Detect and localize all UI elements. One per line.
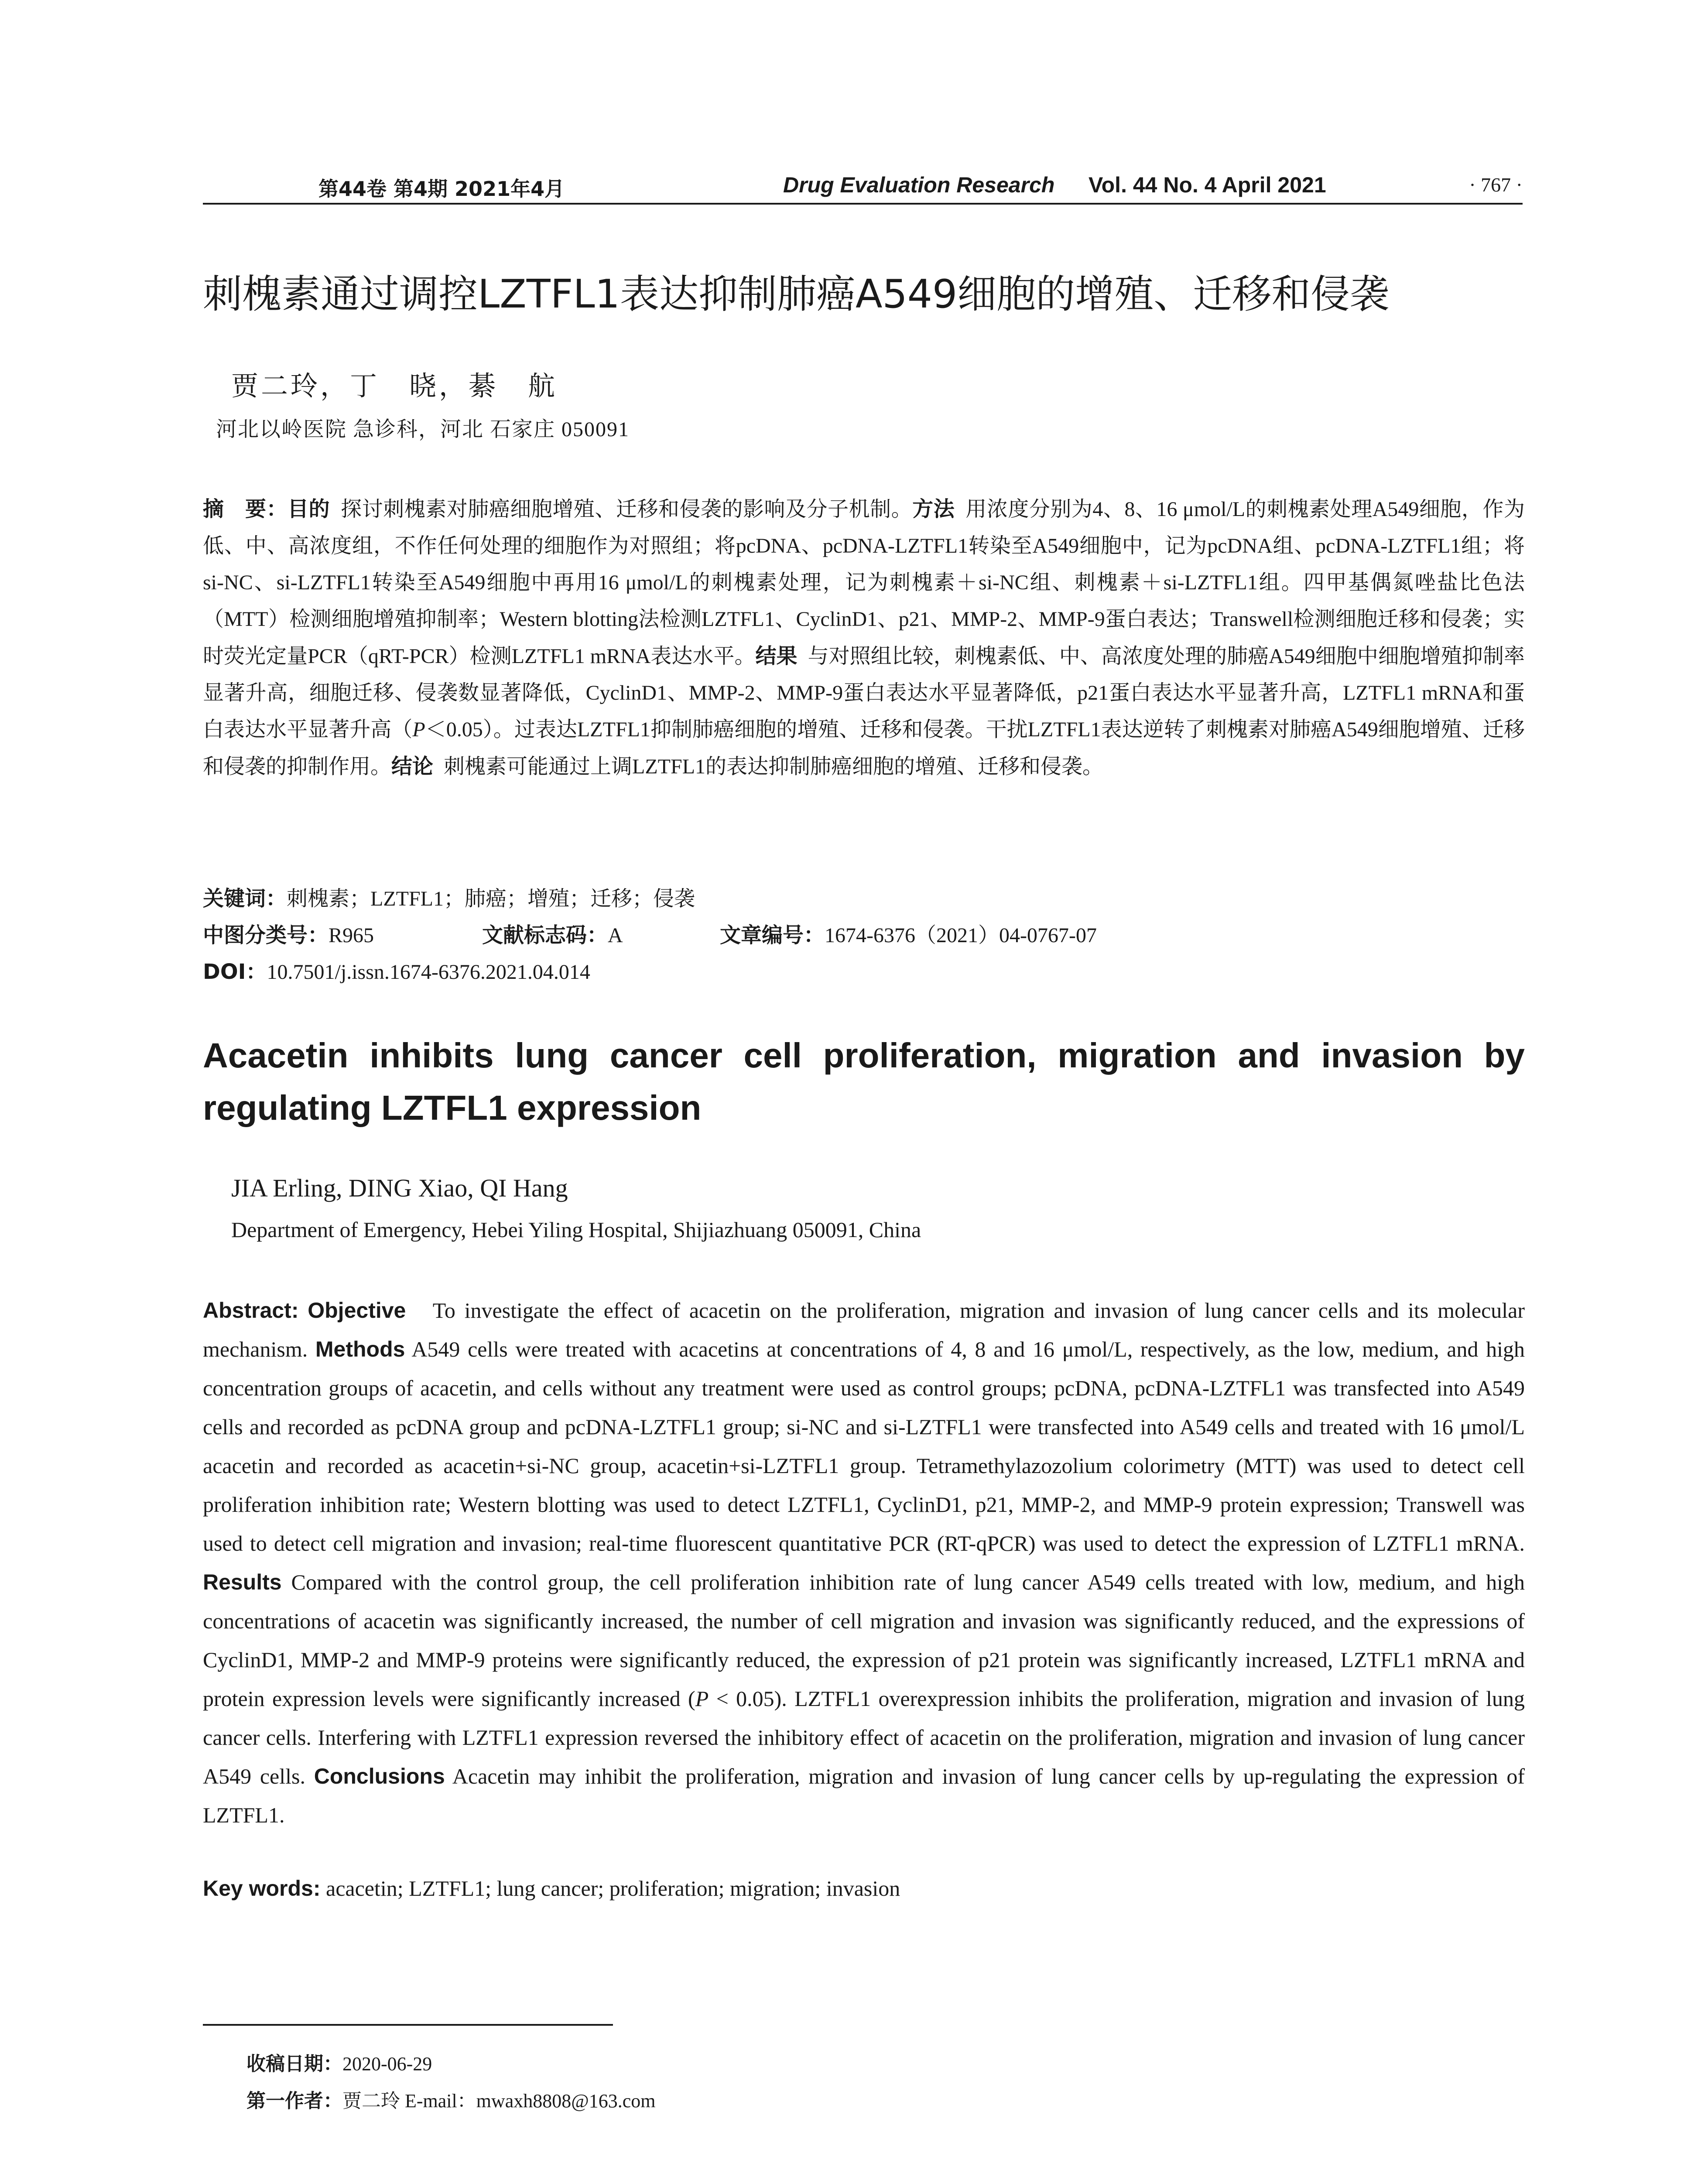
methods-label-en: Methods [315,1337,405,1361]
abstract-label-en: Abstract: [203,1298,299,1323]
first-author-value: 贾二玲 E-mail：mwaxh8808@163.com [342,2090,656,2112]
clc-label: 中图分类号： [203,923,329,947]
article-title-en: Acacetin inhibits lung cancer cell proliferation, migration and invasion by regulating LZTFL1 expression [203,1036,1525,1127]
methods-text-cn: 用浓度分别为4、8、16 μmol/L的刺槐素处理A549细胞，作为低、中、高浓度组，不作任何处理的细胞作为对照组；将pcDNA、pcDNA-LZTFL1转染至A549细胞中，记为pcDNA组、pcDNA-LZTFL1组；将si-NC、si-LZTFL1转染至A549细胞中再用16 μmol/L的刺槐素处理，记为刺槐素＋si-NC组、刺槐素＋si-LZTFL1组。四甲基偶氮唑盐比色法（MTT）检测细胞增殖抑制率；Western blotting法检测LZTFL1、CyclinD1、p21、MMP-2、MMP-9蛋白表达；Transwell检测细胞迁移和侵袭；实时荧光定量PCR（qRT-PCR）检测LZTFL1 mRNA表达水平。 [203,498,1525,668]
conclusion-label-cn: 结论 [391,754,434,779]
methods-label-cn: 方法 [912,497,955,521]
abstract-cn [203,491,1525,785]
results-label-cn: 结果 [755,644,798,668]
journal-name-en: Drug Evaluation Research [783,173,1055,197]
results-text-cn-cont: ＜0.05）。过表达LZTFL1抑制肺癌细胞的增殖、迁移和侵袭。干扰LZTFL1表达逆转了刺槐素对肺癌A549细胞增殖、迁移和侵袭的抑制作用。 [203,718,1525,778]
objective-label-en: Objective [308,1298,406,1323]
received-label: 收稿日期： [246,2053,342,2075]
doi-label: DOI： [203,960,267,984]
keywords-cn [203,880,695,917]
conclusion-text-cn: 刺槐素可能通过上调LZTFL1的表达抑制肺癌细胞的增殖、迁移和侵袭。 [444,755,1104,778]
keywords-label-cn: 关键词： [203,886,287,911]
page-number: · 767 · [1469,174,1523,196]
affiliation-en: Department of Emergency, Hebei Yiling Hospital, Shijiazhuang 050091, China [231,1217,921,1242]
abstract-en [203,1291,1525,1835]
journal-issue-cn: 第44卷 第4期 2021年4月 [318,177,565,201]
objective-label-cn: 目的 [288,497,330,521]
conclusions-label-en: Conclusions [314,1764,445,1788]
doc-code-label: 文献标志码： [482,923,608,947]
clc-value: R965 [329,924,374,947]
footnote-first-author [246,2085,656,2113]
results-text-cn: 与对照组比较，刺槐素低、中、高浓度处理的肺癌A549细胞中细胞增殖抑制率显著升高，细胞迁移、侵袭数显著降低，CyclinD1、MMP-2、MMP-9蛋白表达水平显著降低，p21蛋白表达水平显著升高，LZTFL1 mRNA和蛋白表达水平显著升高（ [203,645,1525,741]
keywords-value-en: acacetin; LZTFL1; lung cancer; proliferation; migration; invasion [326,1876,900,1901]
methods-text-en: A549 cells were treated with acacetins at concentrations of 4, 8 and 16 μmol/L, respectively, as the low, medium, and high concentration groups of acacetin, and cells without any treatment were used as control groups; pcDNA, pcDNA-LZTFL1 was transfected into A549 cells and recorded as pcDNA group and pcDNA-LZTFL1 group; si-NC and si-LZTFL1 were transfected into A549 cells and treated with 16 μmol/L acacetin and recorded as acacetin+si-NC group, acacetin+si-LZTFL1 group. Tetramethylazozolium colorimetry (MTT) was used to detect cell proliferation inhibition rate; Western blotting was used to detect LZTFL1, CyclinD1, p21, MMP-2, and MMP-9 protein expression; Transwell was used to detect cell migration and invasion; real-time fluorescent quantitative PCR (RT-qPCR) was used to detect the expression of LZTFL1 mRNA. [203,1337,1525,1555]
objective-text-cn: 探讨刺槐素对肺癌细胞增殖、迁移和侵袭的影响及分子机制。 [341,498,913,521]
running-header [203,168,1523,205]
doi-line [203,954,590,991]
p-value-symbol-en: P [695,1686,709,1711]
authors-en: JIA Erling, DING Xiao, QI Hang [231,1174,568,1202]
keywords-value-cn: 刺槐素；LZTFL1；肺癌；增殖；迁移；侵袭 [287,887,695,910]
footnote-received [246,2048,432,2076]
doc-code-value: A [608,924,623,947]
received-date: 2020-06-29 [342,2053,432,2075]
keywords-en [203,1876,1525,1901]
classification-line [203,917,1525,954]
affiliation-cn: 河北以岭医院 急诊科，河北 石家庄 050091 [216,418,630,441]
article-title-cn: 刺槐素通过调控LZTFL1表达抑制肺癌A549细胞的增殖、迁移和侵袭 [203,271,1390,317]
article-no-label: 文章编号： [720,923,825,947]
results-label-en: Results [203,1570,282,1594]
first-author-label: 第一作者： [246,2090,342,2112]
authors-cn: 贾二玲，丁 晓，綦 航 [231,372,558,401]
p-value-symbol-cn: P [412,718,425,741]
objective-text-en: To investigate the effect of acacetin on the proliferation, migration and invasion of lung cancer cells and its molecular mechanism. [203,1298,1525,1361]
results-text-en: Compared with the control group, the cell proliferation inhibition rate of lung cancer A549 cells treated with low, medium, and high concentrations of acacetin was significantly increased, the number of cell migration and invasion was significantly reduced, and the expressions of CyclinD1, MMP-2 and MMP-9 proteins were significantly reduced, the expression of p21 protein was significantly increased, LZTFL1 mRNA and protein expression levels were significantly increased ( [203,1570,1525,1711]
conclusions-text-en: Acacetin may inhibit the proliferation, migration and invasion of lung cancer cells by up-regulating the expression of LZTFL1. [203,1764,1525,1827]
article-no-value: 1674-6376（2021）04-0767-07 [825,924,1097,947]
abstract-label-cn: 摘 要： [203,497,288,521]
keywords-label-en: Key words: [203,1876,321,1901]
doi-value: 10.7501/j.issn.1674-6376.2021.04.014 [267,961,590,984]
journal-volume-en: Vol. 44 No. 4 April 2021 [1088,173,1326,197]
results-text-en-cont: < 0.05). LZTFL1 overexpression inhibits the proliferation, migration and invasion of lung cancer cells. Interfering with LZTFL1 expression reversed the inhibitory effect of acacetin on the proliferation, migration and invasion of lung cancer A549 cells. [203,1686,1525,1788]
footnote-rule [203,2024,613,2026]
